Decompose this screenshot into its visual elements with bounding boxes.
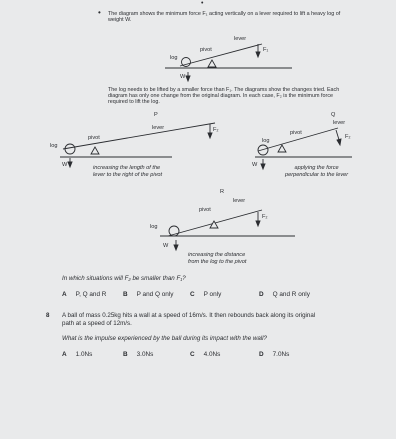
q8-option-d[interactable]: D 7.0Ns (259, 351, 290, 358)
q8-option-a[interactable]: A 1.0Ns (62, 351, 93, 358)
p-pivot-label: pivot (88, 135, 100, 141)
r-log-label: log (150, 224, 158, 230)
q-caption (285, 165, 348, 179)
main-lever-label: lever (234, 36, 247, 42)
p-log (65, 144, 75, 154)
q7-question: In which situations will F₂ be smaller than F₁? (62, 275, 186, 282)
q-lever-label: lever (333, 120, 346, 126)
p-force-label: F₂ (213, 127, 219, 133)
p-caption (93, 165, 162, 179)
r-force-label: F₂ (262, 214, 268, 220)
q-pivot (278, 145, 286, 152)
r-pivot-label: pivot (199, 207, 211, 213)
page-mark: • (201, 0, 204, 7)
q7-para-line-2: diagram has only one change from the original diagram. In each case, F₂ is the minimum force (108, 93, 334, 99)
q8-line-2: path at a speed of 12m/s. (62, 320, 132, 327)
q7-intro-line-2: weight W. (108, 17, 132, 23)
main-log-label: log (170, 55, 178, 61)
r-caption (188, 252, 246, 266)
q-caption-line-2: perpendicular to the lever (285, 171, 349, 178)
diagram-q-letter: Q (331, 112, 336, 118)
q7-option-c[interactable]: C P only (190, 291, 222, 298)
q-caption-line-1: applying the force (294, 165, 339, 171)
main-log (182, 58, 191, 67)
q-weight-label: W (252, 162, 258, 168)
q8-option-b[interactable]: B 3.0Ns (123, 351, 154, 358)
p-caption-line-1: increasing the length of the (93, 165, 161, 171)
q8-option-c[interactable]: C 4.0Ns (190, 351, 221, 358)
q-log-label: log (262, 138, 270, 144)
p-lever-label: lever (152, 125, 165, 131)
main-pivot (208, 60, 216, 67)
main-pivot-label: pivot (200, 47, 212, 53)
r-caption-line-1: increasing the distance (188, 252, 246, 258)
r-caption-line-2: from the log to the pivot (188, 258, 247, 265)
question-7-bullet: • (98, 8, 101, 17)
q-force-label: F₂ (345, 134, 351, 140)
q8-line-1: A ball of mass 0.25kg hits a wall at a speed of 16m/s. It then rebounds back along its original (62, 312, 316, 319)
p-caption-line-2: lever to the right of the pivot (93, 171, 163, 178)
diagram-r-letter: R (220, 189, 225, 195)
question-8-number: 8 (46, 312, 50, 319)
p-log-label: log (50, 143, 58, 149)
p-weight-label: W (62, 162, 68, 168)
r-weight-label: W (163, 243, 169, 249)
q7-option-a[interactable]: A P, Q and R (62, 291, 107, 298)
q7-intro-line-1: The diagram shows the minimum force F₁ acting vertically on a lever required to lift a heavy log of (108, 11, 341, 17)
p-lever-bar (63, 123, 215, 149)
q7-para-line-3: required to lift the log. (108, 99, 160, 105)
r-lever-label: lever (233, 198, 246, 204)
p-pivot (91, 147, 99, 154)
diagram-p-letter: P (154, 112, 158, 118)
main-lever-bar (180, 44, 262, 66)
q7-option-d[interactable]: D Q and R only (259, 291, 310, 298)
q7-option-b[interactable]: B P and Q only (123, 291, 174, 298)
main-weight-label: W (180, 74, 186, 80)
q-pivot-label: pivot (290, 130, 302, 136)
q8-question: What is the impulse experienced by the ball during its impact with the wall? (62, 335, 267, 342)
main-force-label: F₁ (263, 47, 269, 53)
q7-para-line-1: The log needs to be lifted by a smaller force than F₁. The diagrams show the changes tried. Each (108, 87, 340, 93)
